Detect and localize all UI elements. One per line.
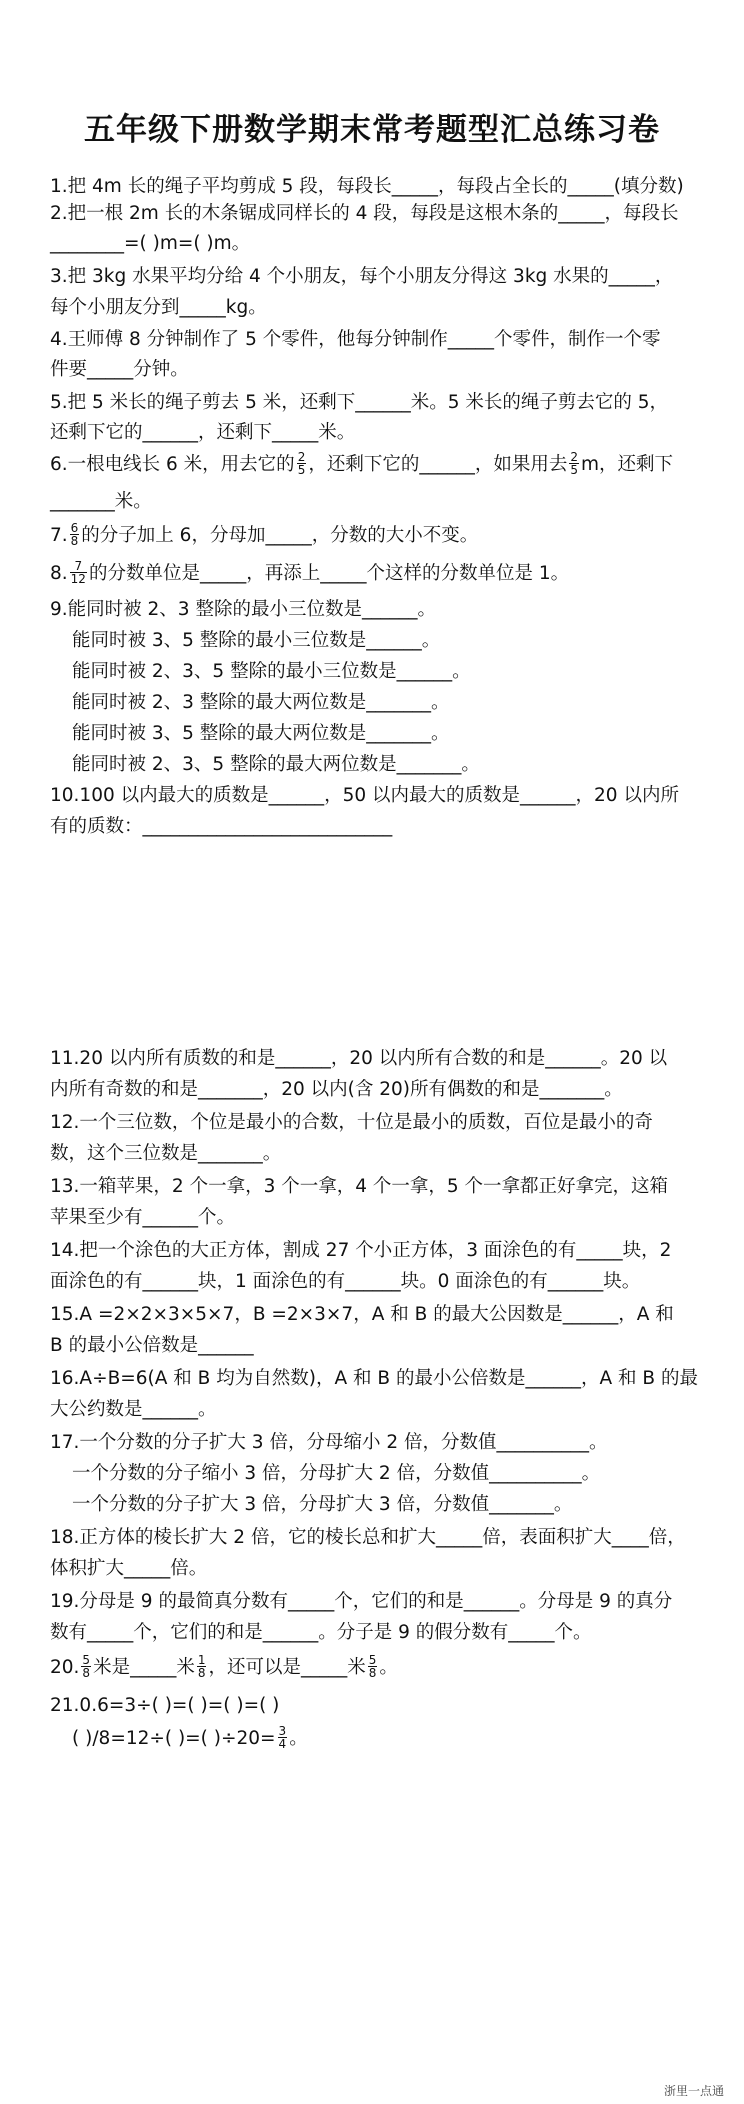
question-14-cont: 面涂色的有______块，1 面涂色的有______块。0 面涂色的有______块。 bbox=[50, 1271, 641, 1292]
question-15: 15.A =2×2×3×5×7，B =2×3×7，A 和 B 的最大公因数是______，A 和 bbox=[50, 1304, 674, 1325]
question-13-cont: 苹果至少有______个。 bbox=[50, 1207, 236, 1228]
question-9c: 能同时被 2、3、5 整除的最小三位数是______。 bbox=[72, 661, 471, 682]
question-1: 1.把 4m 长的绳子平均剪成 5 段，每段长_____，每段占全长的_____(填分数) bbox=[50, 176, 684, 197]
question-16: 16.A÷B=6(A 和 B 均为自然数)，A 和 B 的最小公倍数是______，A 和 B 的最 bbox=[50, 1368, 698, 1389]
question-7: 7. $\frac{6}{8}$ 的分子加上 6，分母加_____，分数的大小不变。 bbox=[50, 520, 479, 548]
question-9: 9.能同时被 2、3 整除的最小三位数是______。 bbox=[50, 599, 436, 620]
fraction: $\frac{5}{8}$ bbox=[82, 1652, 91, 1680]
question-14: 14.把一个涂色的大正方体，割成 27 个小正方体，3 面涂色的有_____块，2 bbox=[50, 1240, 672, 1261]
fraction: $\frac{6}{8}$ bbox=[70, 520, 79, 548]
question-18-cont: 体积扩大_____倍。 bbox=[50, 1558, 208, 1579]
question-12: 12.一个三位数，个位是最小的合数，十位是最小的质数，百位是最小的奇 bbox=[50, 1112, 653, 1133]
question-12-cont: 数，这个三位数是_______。 bbox=[50, 1143, 282, 1164]
question-21: 21.0.6=3÷( )=( )=( )=( ) bbox=[50, 1695, 280, 1716]
question-19-cont: 数有_____个，它们的和是______。分子是 9 的假分数有_____个。 bbox=[50, 1622, 592, 1643]
question-11: 11.20 以内所有质数的和是______，20 以内所有合数的和是______。20 以 bbox=[50, 1048, 668, 1069]
question-19: 19.分母是 9 的最简真分数有_____个，它们的和是______。分母是 9 的真分 bbox=[50, 1591, 673, 1612]
fraction: $\frac{7}{12}$ bbox=[70, 558, 86, 586]
watermark: 浙里一点通 bbox=[663, 2084, 724, 2098]
fraction: $\frac{2}{5}$ bbox=[297, 449, 306, 477]
question-15-cont: B 的最小公倍数是______ bbox=[50, 1335, 254, 1356]
fraction: $\frac{5}{8}$ bbox=[368, 1652, 377, 1680]
question-9d: 能同时被 2、3 整除的最大两位数是_______。 bbox=[72, 692, 450, 713]
fraction: $\frac{2}{5}$ bbox=[570, 449, 578, 477]
question-8: 8. $\frac{7}{12}$ 的分数单位是_____，再添上_____个这样的分数单位是 1。 bbox=[50, 558, 570, 586]
question-2: 2.把一根 2m 长的木条锯成同样长的 4 段，每段是这根木条的_____，每段长 bbox=[50, 203, 679, 224]
question-10: 10.100 以内最大的质数是______，50 以内最大的质数是______，20 以内所 bbox=[50, 785, 679, 806]
question-5: 5.把 5 米长的绳子剪去 5 米，还剩下______米。5 米长的绳子剪去它的 5， bbox=[50, 392, 669, 413]
question-2-cont: ________=( )m=( )m。 bbox=[50, 233, 251, 254]
question-16-cont: 大公约数是______。 bbox=[50, 1399, 217, 1420]
fraction: $\frac{1}{8}$ bbox=[197, 1652, 206, 1680]
question-4: 4.王师傅 8 分钟制作了 5 个零件，他每分钟制作_____个零件，制作一个零 bbox=[50, 329, 661, 350]
question-6-cont: _______米。 bbox=[50, 491, 152, 512]
question-13: 13.一箱苹果，2 个一拿，3 个一拿，4 个一拿，5 个一拿都正好拿完，这箱 bbox=[50, 1176, 669, 1197]
question-17b: 一个分数的分子缩小 3 倍，分母扩大 2 倍，分数值__________。 bbox=[72, 1463, 601, 1484]
question-9f: 能同时被 2、3、5 整除的最大两位数是_______。 bbox=[72, 754, 480, 775]
question-21-cont: ( )/8=12÷( )=( )÷20= $\frac{3}{4}$ 。 bbox=[72, 1723, 308, 1751]
question-17c: 一个分数的分子扩大 3 倍，分母扩大 3 倍，分数值_______。 bbox=[72, 1494, 573, 1515]
question-4-cont: 件要_____分钟。 bbox=[50, 359, 189, 380]
question-3: 3.把 3kg 水果平均分给 4 个小朋友，每个小朋友分得这 3kg 水果的_____， bbox=[50, 266, 674, 287]
question-20: 20. $\frac{5}{8}$ 米是_____米 $\frac{1}{8}$ ，还可以是_____米 $\frac{5}{8}$ 。 bbox=[50, 1652, 398, 1680]
question-18: 18.正方体的棱长扩大 2 倍，它的棱长总和扩大_____倍，表面积扩大____倍， bbox=[50, 1527, 686, 1548]
question-6: 6.一根电线长 6 米，用去它的 $\frac{2}{5}$ ，还剩下它的______，如果用去 $\frac{2}{5}$ m，还剩下 bbox=[50, 449, 674, 477]
question-3-cont: 每个小朋友分到_____kg。 bbox=[50, 297, 267, 318]
page-title: 五年级下册数学期末常考题型汇总练习卷 bbox=[84, 112, 660, 148]
question-5-cont: 还剩下它的______，还剩下_____米。 bbox=[50, 422, 356, 443]
question-11-cont: 内所有奇数的和是_______，20 以内(含 20)所有偶数的和是_______。 bbox=[50, 1079, 623, 1100]
fraction: $\frac{3}{4}$ bbox=[278, 1723, 287, 1751]
question-10-cont: 有的质数：___________________________ bbox=[50, 816, 393, 837]
question-17: 17.一个分数的分子扩大 3 倍，分母缩小 2 倍，分数值__________。 bbox=[50, 1432, 608, 1453]
question-9e: 能同时被 3、5 整除的最大两位数是_______。 bbox=[72, 723, 450, 744]
question-9b: 能同时被 3、5 整除的最小三位数是______。 bbox=[72, 630, 441, 651]
